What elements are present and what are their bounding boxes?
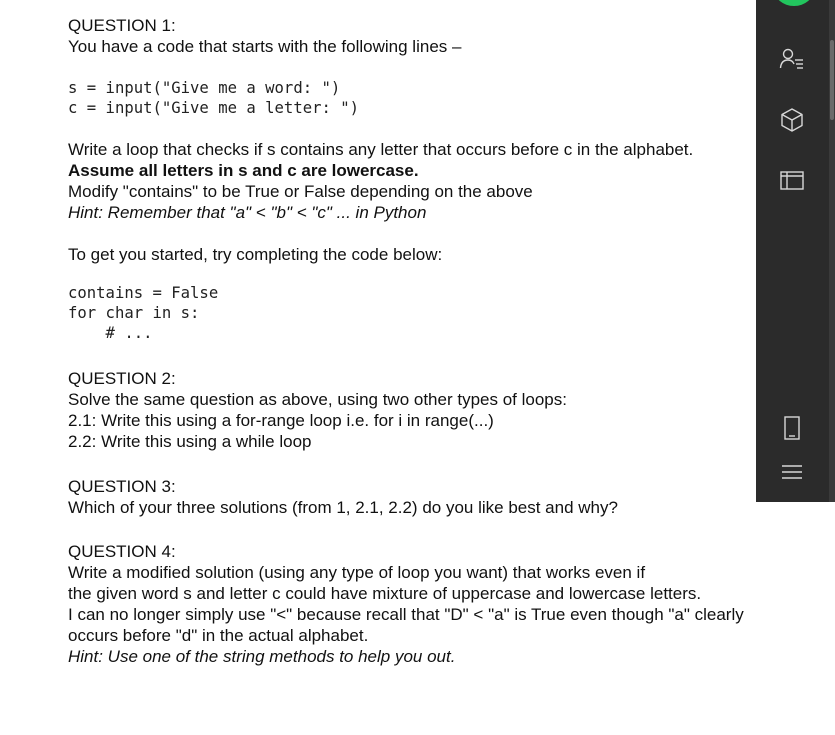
- q1-starter-line-3: # ...: [68, 324, 153, 342]
- q1-code-line-2: c = input("Give me a letter: "): [68, 99, 360, 117]
- menu-icon[interactable]: [777, 457, 807, 487]
- cube-icon[interactable]: [777, 105, 807, 135]
- q1-task: Write a loop that checks if s contains any letter that occurs before c in the alphabet.: [68, 140, 694, 159]
- user-list-icon[interactable]: [777, 44, 807, 74]
- q1-started: To get you started, try completing the code below:: [68, 245, 443, 264]
- q4-line-3: I can no longer simply use "<" because recall that "D" < "a" is True even though "a" clearly: [68, 605, 744, 624]
- q4-line-1: Write a modified solution (using any type of loop you want) that works even if: [68, 563, 646, 582]
- q2-text: Solve the same question as above, using two other types of loops:: [68, 390, 567, 409]
- q1-intro: You have a code that starts with the following lines –: [68, 37, 462, 56]
- status-dot[interactable]: [774, 0, 814, 6]
- q4-hint: Hint: Use one of the string methods to help you out.: [68, 647, 456, 666]
- scrollbar-thumb[interactable]: [830, 40, 834, 120]
- tablet-icon[interactable]: [777, 413, 807, 443]
- q4-line-2: the given word s and letter c could have mixture of uppercase and lowercase letters.: [68, 584, 702, 603]
- q2-item-1: 2.1: Write this using a for-range loop i.e. for i in range(...): [68, 411, 494, 430]
- q1-starter-line-2: for char in s:: [68, 304, 200, 322]
- q3-text: Which of your three solutions (from 1, 2.1, 2.2) do you like best and why?: [68, 498, 618, 517]
- q1-heading: QUESTION 1:: [68, 16, 176, 35]
- document: [68, 15, 758, 667]
- q1-code-line-1: s = input("Give me a word: "): [68, 79, 341, 97]
- q1-hint: Hint: Remember that "a" < "b" < "c" ... in Python: [68, 203, 427, 222]
- q4-line-4: occurs before "d" in the actual alphabet.: [68, 626, 369, 645]
- q1-modify: Modify "contains" to be True or False depending on the above: [68, 182, 533, 201]
- right-toolbar: [756, 0, 835, 502]
- q2-heading: QUESTION 2:: [68, 369, 176, 388]
- q2-item-2: 2.2: Write this using a while loop: [68, 432, 312, 451]
- folder-icon[interactable]: [777, 165, 807, 195]
- q4-heading: QUESTION 4:: [68, 542, 176, 561]
- q1-starter-line-1: contains = False: [68, 284, 219, 302]
- q3-heading: QUESTION 3:: [68, 477, 176, 496]
- q1-assume: Assume all letters in s and c are lowercase.: [68, 161, 419, 180]
